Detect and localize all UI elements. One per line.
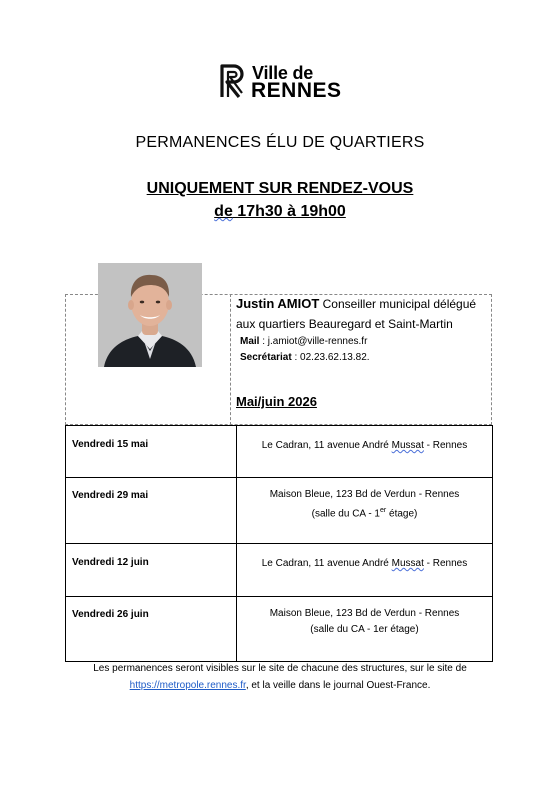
hours-range: 17h30 à 19h00	[232, 203, 346, 220]
logo-text-line2: RENNES	[251, 79, 342, 102]
secretariat-label: Secrétariat	[240, 352, 292, 363]
table-row	[66, 597, 493, 662]
note-text-end: étage)	[386, 508, 418, 520]
metropole-link[interactable]: https://metropole.rennes.fr	[129, 680, 246, 691]
place-text: Le Cadran, 11 avenue André	[261, 440, 392, 451]
schedule-day: Vendredi 12 juin	[66, 544, 237, 597]
schedule-day: Vendredi 26 juin	[66, 597, 237, 662]
mail-value: : j.amiot@ville-rennes.fr	[259, 336, 368, 347]
table-row	[66, 478, 493, 544]
place-text: Maison Bleue, 123 Bd de Verdun - Rennes	[269, 608, 460, 619]
footer-line1: Les permanences seront visibles sur le site de chacune des structures, sur le site de	[93, 663, 467, 674]
schedule-place	[237, 478, 493, 544]
table-row	[66, 426, 493, 478]
schedule-day: Vendredi 29 mai	[66, 478, 237, 544]
place-city: - Rennes	[423, 558, 468, 569]
appointment-notice: UNIQUEMENT SUR RENDEZ-VOUS	[146, 180, 414, 197]
elu-name-role-line	[236, 296, 476, 311]
place-room-note: (salle du CA - 1er étage)	[310, 624, 419, 635]
schedule-day: Vendredi 15 mai	[66, 426, 237, 478]
schedule-place	[237, 544, 493, 597]
place-text: Maison Bleue, 123 Bd de Verdun - Rennes	[269, 489, 460, 500]
elu-portrait-photo	[98, 263, 202, 367]
footer-note	[0, 660, 560, 694]
table-row	[66, 544, 493, 597]
period-heading: Mai/juin 2026	[236, 394, 317, 409]
hours-de: de	[214, 203, 233, 220]
elu-name: Justin AMIOT	[236, 296, 320, 311]
place-room-note	[237, 503, 492, 522]
place-street: Mussat	[391, 558, 424, 569]
note-text: (salle du CA - 1	[311, 508, 380, 520]
place-city: - Rennes	[423, 440, 468, 451]
place-text: Le Cadran, 11 avenue André	[261, 558, 392, 569]
elu-secretariat-line	[240, 352, 370, 363]
mail-label: Mail	[240, 336, 260, 347]
rennes-r-logo-icon	[219, 63, 249, 99]
secretariat-value: : 02.23.62.13.82.	[291, 352, 370, 363]
schedule-place	[237, 426, 493, 478]
info-box-divider	[230, 294, 231, 425]
hours-line	[0, 203, 560, 221]
logo-text-line1: Ville de	[252, 63, 314, 83]
elu-role-part1: Conseiller municipal délégué	[319, 297, 477, 311]
note-superscript: er	[380, 507, 387, 514]
elu-role-part2: aux quartiers Beauregard et Saint-Martin	[236, 317, 453, 331]
elu-mail-line	[240, 336, 367, 347]
schedule-place	[237, 597, 493, 662]
footer-line2-text: , et la veille dans le journal Ouest-France.	[245, 680, 431, 691]
page-title: PERMANENCES ÉLU DE QUARTIERS	[135, 134, 425, 151]
schedule-table	[65, 425, 493, 662]
footer-line2	[0, 677, 560, 694]
place-street: Mussat	[391, 440, 424, 451]
